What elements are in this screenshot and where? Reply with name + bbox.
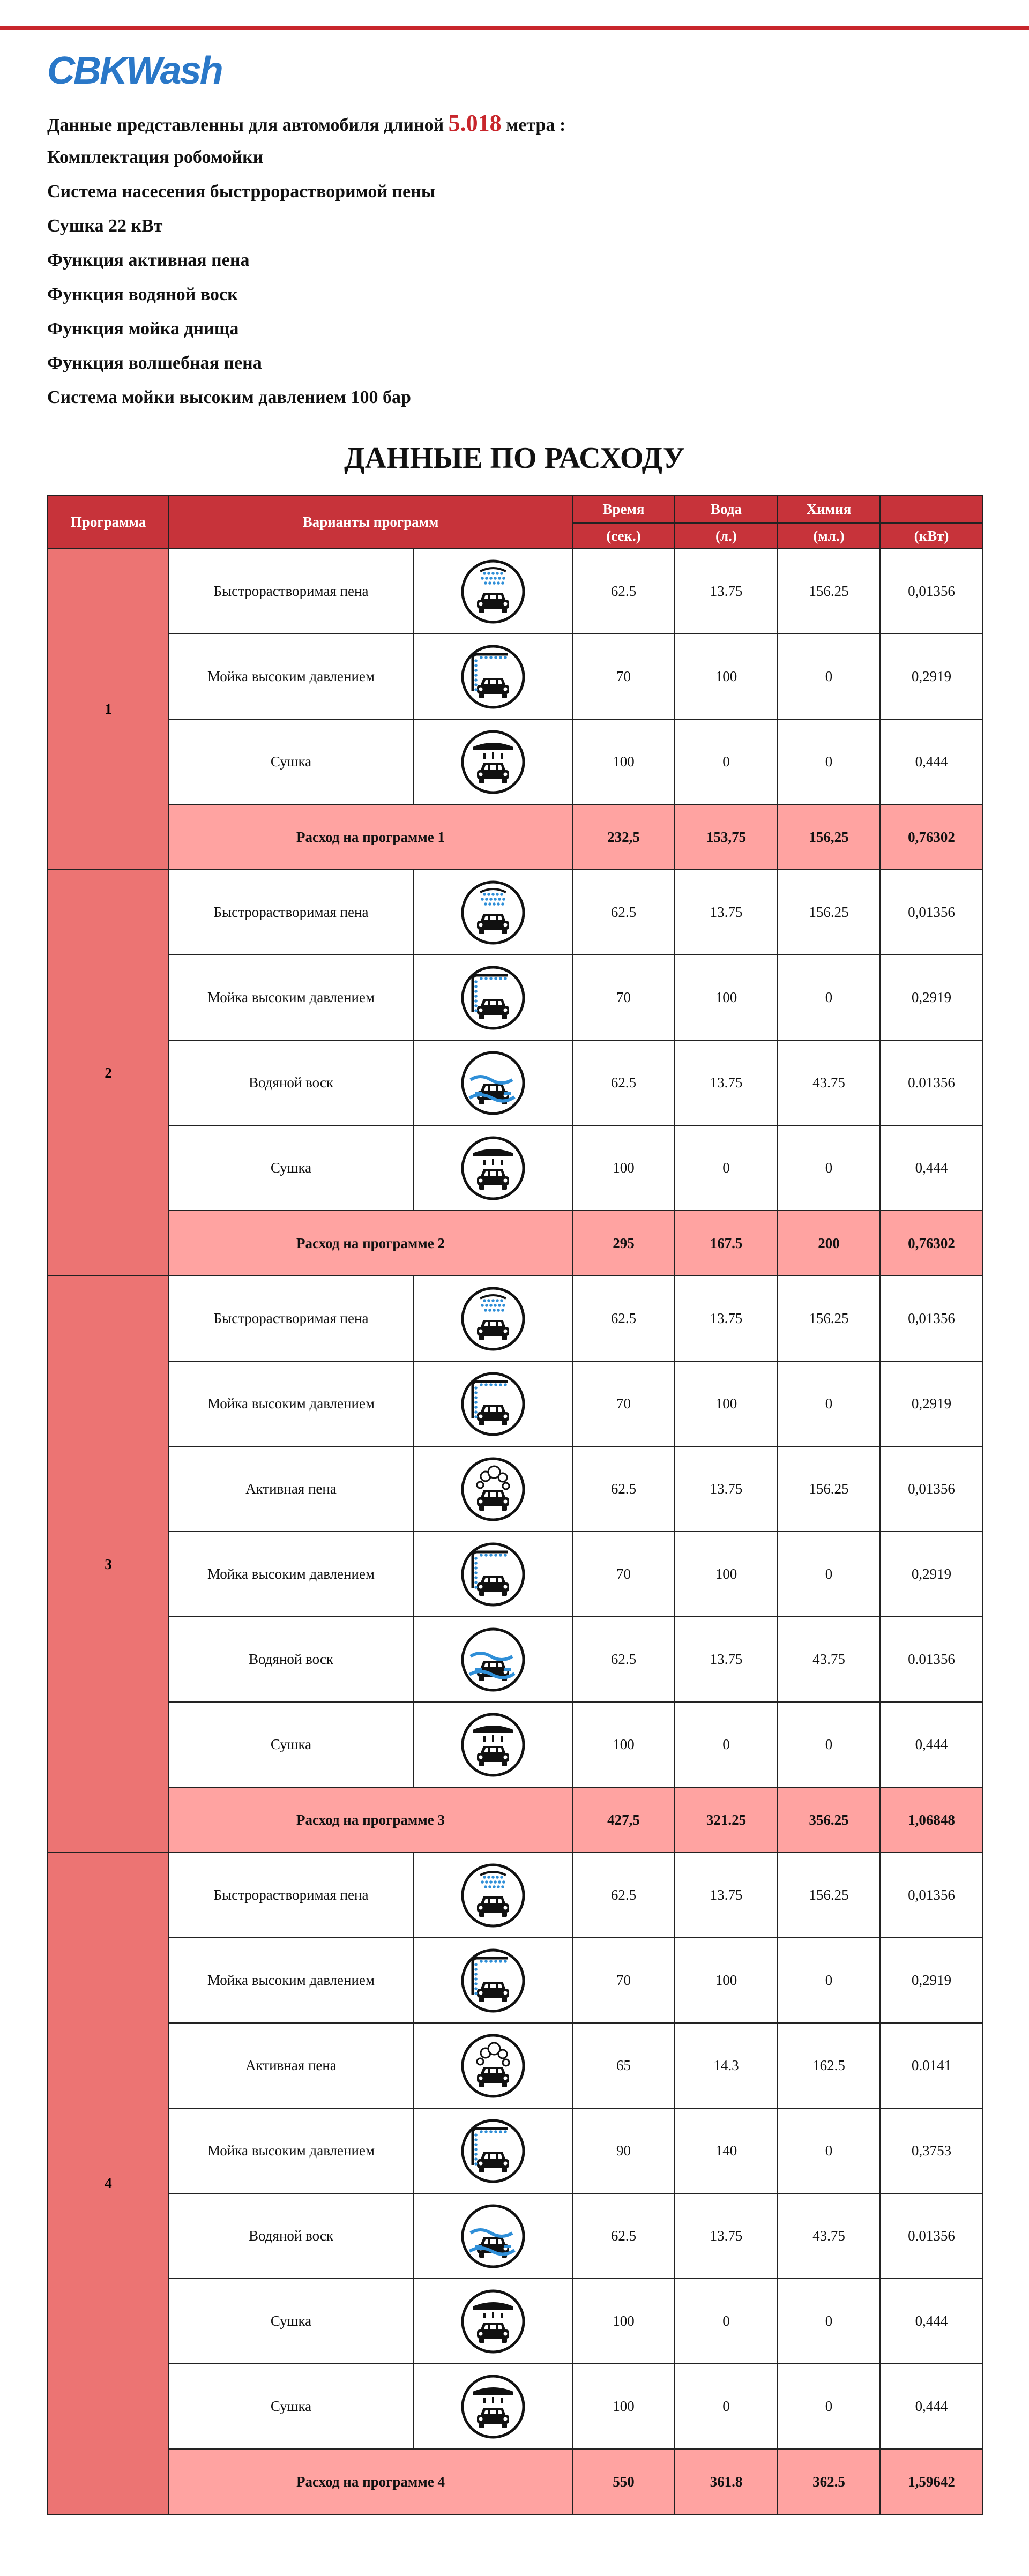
program-step-row xyxy=(48,1125,983,1211)
step-power: 0,444 xyxy=(880,1125,983,1211)
step-power: 0,01356 xyxy=(880,1446,983,1532)
step-water: 100 xyxy=(675,1938,778,2023)
step-time: 100 xyxy=(572,2279,675,2364)
table-body xyxy=(48,549,983,2514)
step-name: Сушка xyxy=(169,2364,413,2449)
step-time: 90 xyxy=(572,2108,675,2193)
step-time: 100 xyxy=(572,2364,675,2449)
step-time: 65 xyxy=(572,2023,675,2108)
step-name: Быстрорастворимая пена xyxy=(169,1276,413,1361)
total-power: 1,59642 xyxy=(880,2449,983,2514)
step-chem: 43.75 xyxy=(778,2193,880,2279)
header-chem: Химия xyxy=(778,495,880,523)
total-power: 0,76302 xyxy=(880,1211,983,1276)
step-power: 0,2919 xyxy=(880,1938,983,2023)
program-step-row xyxy=(48,870,983,955)
program-step-row xyxy=(48,1938,983,2023)
header-time-unit: (сек.) xyxy=(572,523,675,549)
step-chem: 43.75 xyxy=(778,1040,880,1125)
step-icon-cell xyxy=(413,719,572,804)
program-step-row xyxy=(48,2023,983,2108)
info-line: Комплектация робомойки xyxy=(47,147,264,167)
step-chem: 0 xyxy=(778,2279,880,2364)
step-icon-cell xyxy=(413,870,572,955)
step-power: 0,444 xyxy=(880,719,983,804)
header-water: Вода xyxy=(675,495,778,523)
total-time: 550 xyxy=(572,2449,675,2514)
step-icon-cell xyxy=(413,2279,572,2364)
step-power: 0,01356 xyxy=(880,870,983,955)
total-water: 167.5 xyxy=(675,1211,778,1276)
foam-icon xyxy=(459,557,527,626)
dryer-icon xyxy=(459,2372,527,2441)
step-water: 13.75 xyxy=(675,549,778,634)
step-icon-cell xyxy=(413,1125,572,1211)
step-name: Сушка xyxy=(169,1702,413,1787)
step-chem: 156.25 xyxy=(778,1446,880,1532)
step-icon-cell xyxy=(413,1361,572,1446)
wax-icon xyxy=(459,2202,527,2271)
foam-icon xyxy=(459,1861,527,1930)
header-program: Программа xyxy=(48,495,169,549)
step-time: 100 xyxy=(572,1702,675,1787)
step-name: Мойка высоким давлением xyxy=(169,1532,413,1617)
step-time: 62.5 xyxy=(572,1617,675,1702)
high-pressure-icon xyxy=(459,1540,527,1609)
program-step-row xyxy=(48,1532,983,1617)
info-line: Сушка 22 кВт xyxy=(47,216,163,236)
step-power: 0,2919 xyxy=(880,634,983,719)
step-chem: 156.25 xyxy=(778,1276,880,1361)
step-time: 62.5 xyxy=(572,1276,675,1361)
car-length-prefix: Данные представленны для автомобиля длиной xyxy=(47,115,444,135)
active-foam-icon xyxy=(459,2032,527,2100)
step-chem: 0 xyxy=(778,1702,880,1787)
total-chem: 362.5 xyxy=(778,2449,880,2514)
program-step-row xyxy=(48,1276,983,1361)
step-water: 0 xyxy=(675,2364,778,2449)
info-line: Функция активная пена xyxy=(47,250,250,270)
program-step-row xyxy=(48,719,983,804)
step-power: 0,2919 xyxy=(880,1361,983,1446)
program-step-row xyxy=(48,1446,983,1532)
foam-icon xyxy=(459,878,527,947)
high-pressure-icon xyxy=(459,643,527,711)
step-icon-cell xyxy=(413,1446,572,1532)
car-length-suffix: метра : xyxy=(506,115,566,135)
program-step-row xyxy=(48,955,983,1040)
step-chem: 43.75 xyxy=(778,1617,880,1702)
step-chem: 0 xyxy=(778,1125,880,1211)
program-total-row xyxy=(48,804,983,870)
step-name: Активная пена xyxy=(169,2023,413,2108)
high-pressure-icon xyxy=(459,2117,527,2185)
total-water: 321.25 xyxy=(675,1787,778,1853)
step-icon-cell xyxy=(413,1617,572,1702)
header-power-unit: (кВт) xyxy=(880,523,983,549)
active-foam-icon xyxy=(459,1455,527,1524)
consumption-table xyxy=(47,495,983,2515)
program-step-row xyxy=(48,1040,983,1125)
step-chem: 0 xyxy=(778,1532,880,1617)
step-name: Мойка высоким давлением xyxy=(169,634,413,719)
step-power: 0.01356 xyxy=(880,1040,983,1125)
step-chem: 162.5 xyxy=(778,2023,880,2108)
program-step-row xyxy=(48,1617,983,1702)
step-power: 0,444 xyxy=(880,2364,983,2449)
top-accent-bar xyxy=(0,26,1029,30)
total-water: 361.8 xyxy=(675,2449,778,2514)
step-chem: 0 xyxy=(778,955,880,1040)
dryer-icon xyxy=(459,728,527,796)
step-name: Активная пена xyxy=(169,1446,413,1532)
high-pressure-icon xyxy=(459,1370,527,1438)
total-time: 295 xyxy=(572,1211,675,1276)
program-step-row xyxy=(48,2108,983,2193)
total-chem: 156,25 xyxy=(778,804,880,870)
step-time: 70 xyxy=(572,1361,675,1446)
step-name: Быстрорастворимая пена xyxy=(169,870,413,955)
header-power xyxy=(880,495,983,523)
total-label: Расход на программе 3 xyxy=(169,1787,572,1853)
step-icon-cell xyxy=(413,2364,572,2449)
step-time: 62.5 xyxy=(572,1853,675,1938)
program-number: 4 xyxy=(48,1853,169,2514)
step-icon-cell xyxy=(413,634,572,719)
program-total-row xyxy=(48,1787,983,1853)
step-name: Мойка высоким давлением xyxy=(169,955,413,1040)
header-time: Время xyxy=(572,495,675,523)
header-water-unit: (л.) xyxy=(675,523,778,549)
step-time: 62.5 xyxy=(572,1446,675,1532)
program-number: 1 xyxy=(48,549,169,870)
total-label: Расход на программе 1 xyxy=(169,804,572,870)
step-name: Сушка xyxy=(169,719,413,804)
step-time: 70 xyxy=(572,955,675,1040)
step-water: 14.3 xyxy=(675,2023,778,2108)
wax-icon xyxy=(459,1049,527,1117)
step-power: 0,444 xyxy=(880,1702,983,1787)
step-water: 140 xyxy=(675,2108,778,2193)
step-power: 0,2919 xyxy=(880,955,983,1040)
car-length-line xyxy=(47,106,990,140)
step-water: 100 xyxy=(675,955,778,1040)
step-power: 0,3753 xyxy=(880,2108,983,2193)
dryer-icon xyxy=(459,1134,527,1203)
step-time: 100 xyxy=(572,719,675,804)
step-water: 13.75 xyxy=(675,870,778,955)
total-label: Расход на программе 4 xyxy=(169,2449,572,2514)
car-length-value: 5.018 xyxy=(448,110,502,136)
dryer-icon xyxy=(459,1711,527,1779)
step-water: 0 xyxy=(675,1125,778,1211)
info-line: Функция волшебная пена xyxy=(47,353,262,373)
step-name: Мойка высоким давлением xyxy=(169,2108,413,2193)
step-time: 70 xyxy=(572,634,675,719)
step-power: 0,01356 xyxy=(880,1276,983,1361)
program-step-row xyxy=(48,1702,983,1787)
brand-logo xyxy=(47,49,222,92)
step-time: 100 xyxy=(572,1125,675,1211)
program-step-row xyxy=(48,634,983,719)
program-number: 2 xyxy=(48,870,169,1276)
step-water: 13.75 xyxy=(675,1276,778,1361)
program-total-row xyxy=(48,2449,983,2514)
step-power: 0.01356 xyxy=(880,1617,983,1702)
step-water: 100 xyxy=(675,1361,778,1446)
program-step-row xyxy=(48,549,983,634)
step-chem: 0 xyxy=(778,719,880,804)
step-time: 70 xyxy=(572,1532,675,1617)
step-time: 62.5 xyxy=(572,870,675,955)
info-line: Система мойки высоким давлением 100 бар xyxy=(47,387,411,407)
total-power: 0,76302 xyxy=(880,804,983,870)
step-time: 62.5 xyxy=(572,2193,675,2279)
total-label: Расход на программе 2 xyxy=(169,1211,572,1276)
step-chem: 0 xyxy=(778,1361,880,1446)
step-power: 0,444 xyxy=(880,2279,983,2364)
logo-text: CBKWash xyxy=(47,49,222,92)
step-water: 13.75 xyxy=(675,1040,778,1125)
step-power: 0,2919 xyxy=(880,1532,983,1617)
step-water: 100 xyxy=(675,634,778,719)
step-name: Сушка xyxy=(169,1125,413,1211)
step-chem: 0 xyxy=(778,2364,880,2449)
step-chem: 156.25 xyxy=(778,1853,880,1938)
step-chem: 0 xyxy=(778,634,880,719)
step-icon-cell xyxy=(413,1532,572,1617)
dryer-icon xyxy=(459,2287,527,2356)
step-icon-cell xyxy=(413,1040,572,1125)
step-icon-cell xyxy=(413,955,572,1040)
step-water: 13.75 xyxy=(675,1446,778,1532)
info-line: Система насесения быстррорастворимой пены xyxy=(47,182,436,201)
step-power: 0.01356 xyxy=(880,2193,983,2279)
total-chem: 200 xyxy=(778,1211,880,1276)
step-icon-cell xyxy=(413,1702,572,1787)
step-name: Быстрорастворимая пена xyxy=(169,1853,413,1938)
total-time: 232,5 xyxy=(572,804,675,870)
step-icon-cell xyxy=(413,1938,572,2023)
step-icon-cell xyxy=(413,2023,572,2108)
program-step-row xyxy=(48,2193,983,2279)
step-water: 0 xyxy=(675,1702,778,1787)
step-time: 62.5 xyxy=(572,1040,675,1125)
section-title: ДАННЫЕ ПО РАСХОДУ xyxy=(344,442,685,475)
step-icon-cell xyxy=(413,2108,572,2193)
program-step-row xyxy=(48,2364,983,2449)
step-chem: 0 xyxy=(778,1938,880,2023)
step-name: Сушка xyxy=(169,2279,413,2364)
step-time: 62.5 xyxy=(572,549,675,634)
step-name: Быстрорастворимая пена xyxy=(169,549,413,634)
step-name: Мойка высоким давлением xyxy=(169,1938,413,2023)
step-icon-cell xyxy=(413,549,572,634)
step-time: 70 xyxy=(572,1938,675,2023)
step-chem: 156.25 xyxy=(778,870,880,955)
step-chem: 0 xyxy=(778,2108,880,2193)
step-water: 0 xyxy=(675,719,778,804)
high-pressure-icon xyxy=(459,964,527,1032)
step-name: Водяной воск xyxy=(169,2193,413,2279)
total-water: 153,75 xyxy=(675,804,778,870)
total-chem: 356.25 xyxy=(778,1787,880,1853)
program-number: 3 xyxy=(48,1276,169,1853)
step-name: Мойка высоким давлением xyxy=(169,1361,413,1446)
step-power: 0,01356 xyxy=(880,549,983,634)
step-icon-cell xyxy=(413,1853,572,1938)
info-line: Функция водяной воск xyxy=(47,285,238,304)
step-water: 0 xyxy=(675,2279,778,2364)
total-power: 1,06848 xyxy=(880,1787,983,1853)
step-icon-cell xyxy=(413,1276,572,1361)
total-time: 427,5 xyxy=(572,1787,675,1853)
step-water: 13.75 xyxy=(675,1853,778,1938)
info-line: Функция мойка днища xyxy=(47,319,239,339)
header-chem-unit: (мл.) xyxy=(778,523,880,549)
step-power: 0.0141 xyxy=(880,2023,983,2108)
step-name: Водяной воск xyxy=(169,1040,413,1125)
step-icon-cell xyxy=(413,2193,572,2279)
step-water: 100 xyxy=(675,1532,778,1617)
program-step-row xyxy=(48,1853,983,1938)
program-total-row xyxy=(48,1211,983,1276)
wax-icon xyxy=(459,1625,527,1694)
step-name: Водяной воск xyxy=(169,1617,413,1702)
program-step-row xyxy=(48,1361,983,1446)
header-variants: Варианты программ xyxy=(169,495,572,549)
step-water: 13.75 xyxy=(675,1617,778,1702)
program-step-row xyxy=(48,2279,983,2364)
high-pressure-icon xyxy=(459,1946,527,2015)
step-water: 13.75 xyxy=(675,2193,778,2279)
foam-icon xyxy=(459,1285,527,1353)
step-power: 0,01356 xyxy=(880,1853,983,1938)
step-chem: 156.25 xyxy=(778,549,880,634)
car-info xyxy=(47,106,990,415)
